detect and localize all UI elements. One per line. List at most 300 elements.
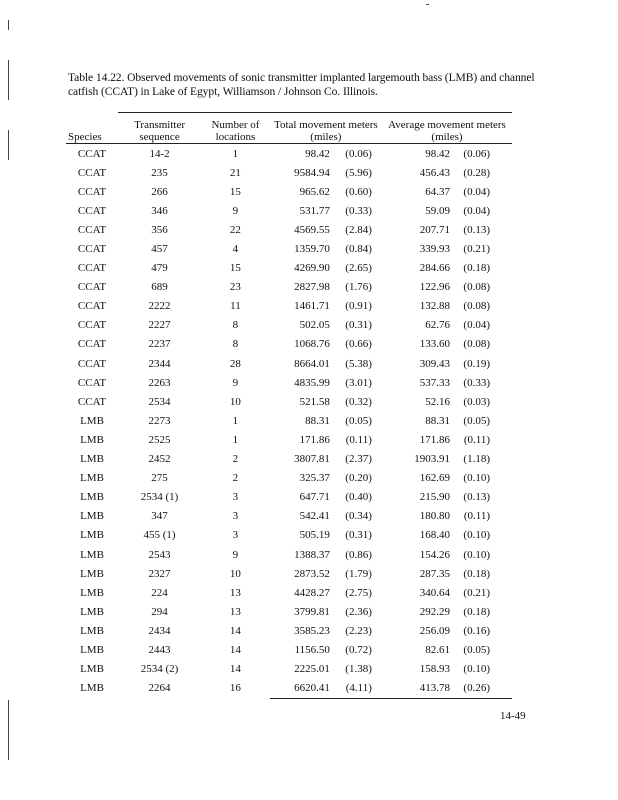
species-cell: LMB [80, 548, 104, 561]
transmitter-cell: 275 [151, 472, 168, 485]
total-meters: 88.31 [305, 414, 330, 427]
transmitter-cell: 2327 [148, 567, 171, 580]
table-row [66, 602, 512, 621]
species-cell: CCAT [77, 147, 107, 160]
locations-cell: 14 [229, 643, 241, 656]
total-movement-cell [270, 564, 382, 583]
total-meters: 3585.23 [294, 624, 330, 637]
average-movement-cell [382, 660, 512, 679]
average-meters: 413.78 [419, 682, 450, 695]
table-row [66, 679, 512, 699]
species-cell: LMB [80, 414, 104, 427]
locations-cell: 9 [232, 376, 239, 389]
average-miles: (0.05) [463, 643, 490, 656]
total-miles: (2.65) [345, 262, 372, 275]
total-miles: (0.84) [345, 243, 372, 256]
species-cell: LMB [80, 567, 104, 580]
species-cell: CCAT [77, 357, 107, 370]
table-row [66, 201, 512, 220]
average-meters: 82.61 [425, 643, 450, 656]
average-movement-cell [382, 602, 512, 621]
table-row [66, 430, 512, 449]
header-total-movement: Total movement meters (miles) [270, 113, 382, 144]
total-meters: 965.62 [299, 185, 330, 198]
species-cell: CCAT [77, 395, 107, 408]
average-meters: 287.35 [419, 567, 450, 580]
total-meters: 4428.27 [294, 586, 330, 599]
total-movement-cell [270, 239, 382, 258]
total-meters: 647.71 [299, 491, 330, 504]
total-meters: 531.77 [299, 204, 330, 217]
species-cell: LMB [80, 643, 104, 656]
average-movement-cell [382, 373, 512, 392]
table-row [66, 660, 512, 679]
table-caption: Table 14.22. Observed movements of sonic transmitter implanted largemouth bass (LMB) and channel catfish (CCAT) in Lake of Egypt, Williamson / Johnson Co. Illinois. [68, 71, 535, 98]
total-meters: 542.41 [299, 510, 330, 523]
transmitter-cell: 2264 [148, 682, 171, 695]
average-meters: 309.43 [419, 357, 450, 370]
total-miles: (0.11) [345, 433, 372, 446]
total-movement-cell [270, 679, 382, 699]
average-miles: (0.04) [463, 204, 490, 217]
locations-cell: 28 [229, 357, 241, 370]
total-movement-cell [270, 201, 382, 220]
total-movement-cell [270, 316, 382, 335]
total-movement-cell [270, 373, 382, 392]
scan-artifact [8, 20, 9, 30]
average-meters: 340.64 [419, 586, 450, 599]
average-miles: (0.05) [463, 414, 490, 427]
locations-cell: 1 [232, 433, 239, 446]
total-meters: 9584.94 [294, 166, 330, 179]
average-movement-cell [382, 469, 512, 488]
table-row [66, 239, 512, 258]
average-movement-cell [382, 430, 512, 449]
average-movement-cell [382, 354, 512, 373]
locations-cell: 15 [229, 185, 241, 198]
total-movement-cell [270, 507, 382, 526]
total-meters: 3799.81 [294, 605, 330, 618]
total-miles: (0.06) [345, 147, 372, 160]
species-cell: LMB [80, 624, 104, 637]
transmitter-cell: 2237 [148, 338, 171, 351]
average-miles: (1.18) [463, 453, 490, 466]
average-movement-cell [382, 163, 512, 182]
average-meters: 154.26 [419, 548, 450, 561]
average-movement-cell [382, 182, 512, 201]
transmitter-cell: 2534 (1) [140, 491, 179, 504]
locations-cell: 4 [232, 243, 239, 256]
total-miles: (2.75) [345, 586, 372, 599]
total-movement-cell [270, 411, 382, 430]
header-average-movement: Average movement meters (miles) [382, 113, 512, 144]
total-movement-cell [270, 469, 382, 488]
average-miles: (0.11) [463, 510, 490, 523]
locations-cell: 13 [229, 586, 241, 599]
average-miles: (0.16) [463, 624, 490, 637]
transmitter-cell: 346 [151, 204, 168, 217]
species-cell: LMB [80, 605, 104, 618]
transmitter-cell: 2534 (2) [140, 663, 179, 676]
average-miles: (0.08) [463, 338, 490, 351]
average-miles: (0.04) [463, 185, 490, 198]
locations-cell: 10 [229, 567, 241, 580]
average-movement-cell [382, 220, 512, 239]
locations-cell: 9 [232, 204, 239, 217]
average-miles: (0.08) [463, 281, 490, 294]
transmitter-cell: 2434 [148, 624, 171, 637]
total-meters: 2827.98 [294, 281, 330, 294]
locations-cell: 3 [232, 491, 239, 504]
transmitter-cell: 2263 [148, 376, 171, 389]
locations-cell: 2 [232, 453, 239, 466]
average-meters: 292.29 [419, 605, 450, 618]
species-cell: CCAT [77, 204, 107, 217]
total-miles: (2.84) [345, 223, 372, 236]
average-miles: (0.10) [463, 548, 490, 561]
locations-cell: 13 [229, 605, 241, 618]
table-row [66, 373, 512, 392]
transmitter-cell: 2273 [148, 414, 171, 427]
locations-cell: 23 [229, 281, 241, 294]
average-movement-cell [382, 564, 512, 583]
total-meters: 4835.99 [294, 376, 330, 389]
table-row [66, 259, 512, 278]
transmitter-cell: 2222 [148, 300, 171, 313]
total-movement-cell [270, 163, 382, 182]
average-meters: 162.69 [419, 472, 450, 485]
scan-artifact [8, 130, 9, 160]
average-movement-cell [382, 201, 512, 220]
total-movement-cell [270, 430, 382, 449]
total-miles: (2.23) [345, 624, 372, 637]
total-miles: (0.60) [345, 185, 372, 198]
locations-cell: 3 [232, 510, 239, 523]
total-meters: 171.86 [299, 433, 330, 446]
average-meters: 64.37 [425, 185, 450, 198]
transmitter-cell: 455 (1) [143, 529, 176, 542]
average-movement-cell [382, 411, 512, 430]
species-cell: CCAT [77, 376, 107, 389]
species-cell: LMB [80, 663, 104, 676]
total-miles: (0.86) [345, 548, 372, 561]
average-miles: (0.26) [463, 682, 490, 695]
total-meters: 3807.81 [294, 453, 330, 466]
average-meters: 207.71 [419, 223, 450, 236]
locations-cell: 21 [229, 166, 241, 179]
total-meters: 502.05 [299, 319, 330, 332]
species-cell: LMB [80, 529, 104, 542]
transmitter-cell: 2525 [148, 433, 171, 446]
average-movement-cell [382, 239, 512, 258]
total-meters: 8664.01 [294, 357, 330, 370]
average-meters: 1903.91 [414, 453, 450, 466]
total-miles: (1.79) [345, 567, 372, 580]
average-movement-cell [382, 526, 512, 545]
average-miles: (0.13) [463, 491, 490, 504]
total-movement-cell [270, 602, 382, 621]
table-row [66, 335, 512, 354]
average-meters: 122.96 [419, 281, 450, 294]
total-movement-cell [270, 354, 382, 373]
average-movement-cell [382, 259, 512, 278]
total-miles: (4.11) [345, 682, 372, 695]
table-row [66, 278, 512, 297]
total-meters: 2225.01 [294, 663, 330, 676]
total-miles: (0.33) [345, 204, 372, 217]
total-movement-cell [270, 220, 382, 239]
average-movement-cell [382, 583, 512, 602]
average-meters: 158.93 [419, 663, 450, 676]
average-movement-cell [382, 144, 512, 164]
transmitter-cell: 356 [151, 223, 168, 236]
average-miles: (0.08) [463, 300, 490, 313]
transmitter-cell: 2534 [148, 395, 171, 408]
locations-cell: 11 [230, 300, 241, 313]
total-miles: (0.91) [345, 300, 372, 313]
total-movement-cell [270, 488, 382, 507]
average-miles: (0.04) [463, 319, 490, 332]
movement-table [66, 112, 512, 699]
locations-cell: 1 [232, 147, 239, 160]
scan-artifact [426, 4, 429, 5]
locations-cell: 10 [229, 395, 241, 408]
average-miles: (0.18) [463, 567, 490, 580]
table-row [66, 640, 512, 659]
table-row [66, 469, 512, 488]
total-movement-cell [270, 335, 382, 354]
table-row [66, 621, 512, 640]
total-movement-cell [270, 144, 382, 164]
total-miles: (0.31) [345, 319, 372, 332]
total-meters: 1359.70 [294, 243, 330, 256]
total-miles: (3.01) [345, 376, 372, 389]
average-movement-cell [382, 507, 512, 526]
average-meters: 62.76 [425, 319, 450, 332]
table-row [66, 354, 512, 373]
transmitter-cell: 2227 [148, 319, 171, 332]
locations-cell: 14 [229, 624, 241, 637]
average-movement-cell [382, 679, 512, 699]
transmitter-cell: 14-2 [149, 147, 170, 160]
average-movement-cell [382, 545, 512, 564]
total-miles: (2.37) [345, 453, 372, 466]
total-meters: 1068.76 [294, 338, 330, 351]
species-cell: LMB [80, 433, 104, 446]
average-meters: 284.66 [419, 262, 450, 275]
table-row [66, 488, 512, 507]
total-movement-cell [270, 259, 382, 278]
average-movement-cell [382, 278, 512, 297]
table-row [66, 220, 512, 239]
total-miles: (1.38) [345, 663, 372, 676]
table-row [66, 392, 512, 411]
total-movement-cell [270, 392, 382, 411]
total-miles: (0.66) [345, 338, 372, 351]
transmitter-cell: 2452 [148, 453, 171, 466]
table-row [66, 316, 512, 335]
scan-artifact [8, 700, 9, 760]
locations-cell: 3 [232, 529, 239, 542]
total-miles: (0.31) [345, 529, 372, 542]
total-meters: 1461.71 [294, 300, 330, 313]
average-movement-cell [382, 488, 512, 507]
table-row [66, 507, 512, 526]
average-meters: 132.88 [419, 300, 450, 313]
total-meters: 4269.90 [294, 262, 330, 275]
total-movement-cell [270, 660, 382, 679]
total-meters: 98.42 [305, 147, 330, 160]
locations-cell: 15 [229, 262, 241, 275]
locations-cell: 9 [232, 548, 239, 561]
total-miles: (0.32) [345, 395, 372, 408]
total-miles: (5.96) [345, 166, 372, 179]
locations-cell: 16 [229, 682, 241, 695]
header-species: Species [66, 113, 118, 144]
locations-cell: 8 [232, 319, 239, 332]
average-miles: (0.18) [463, 605, 490, 618]
total-movement-cell [270, 278, 382, 297]
species-cell: LMB [80, 682, 104, 695]
transmitter-cell: 347 [151, 510, 168, 523]
total-movement-cell [270, 640, 382, 659]
average-meters: 98.42 [425, 147, 450, 160]
table-row [66, 163, 512, 182]
average-movement-cell [382, 392, 512, 411]
average-meters: 256.09 [419, 624, 450, 637]
average-miles: (0.10) [463, 472, 490, 485]
transmitter-cell: 235 [151, 166, 168, 179]
species-cell: CCAT [77, 319, 107, 332]
total-miles: (0.72) [345, 643, 372, 656]
average-miles: (0.21) [463, 243, 490, 256]
average-meters: 339.93 [419, 243, 450, 256]
average-miles: (0.03) [463, 395, 490, 408]
transmitter-cell: 689 [151, 281, 168, 294]
average-miles: (0.21) [463, 586, 490, 599]
total-movement-cell [270, 450, 382, 469]
table-row [66, 182, 512, 201]
locations-cell: 8 [232, 338, 239, 351]
average-miles: (0.28) [463, 166, 490, 179]
species-cell: LMB [80, 453, 104, 466]
species-cell: CCAT [77, 281, 107, 294]
average-movement-cell [382, 450, 512, 469]
average-movement-cell [382, 297, 512, 316]
total-miles: (2.36) [345, 605, 372, 618]
total-meters: 1156.50 [294, 643, 330, 656]
total-movement-cell [270, 526, 382, 545]
table-row [66, 545, 512, 564]
average-meters: 180.80 [419, 510, 450, 523]
average-meters: 171.86 [419, 433, 450, 446]
table-row [66, 526, 512, 545]
total-miles: (0.34) [345, 510, 372, 523]
average-meters: 52.16 [425, 395, 450, 408]
average-miles: (0.06) [463, 147, 490, 160]
species-cell: CCAT [77, 300, 107, 313]
average-meters: 215.90 [419, 491, 450, 504]
species-cell: CCAT [77, 185, 107, 198]
table-row [66, 144, 512, 164]
average-miles: (0.33) [463, 376, 490, 389]
transmitter-cell: 479 [151, 262, 168, 275]
total-movement-cell [270, 583, 382, 602]
average-meters: 59.09 [425, 204, 450, 217]
total-meters: 6620.41 [294, 682, 330, 695]
average-miles: (0.11) [463, 433, 490, 446]
average-miles: (0.18) [463, 262, 490, 275]
average-miles: (0.10) [463, 663, 490, 676]
scan-artifact [8, 60, 9, 100]
average-movement-cell [382, 335, 512, 354]
total-miles: (0.40) [345, 491, 372, 504]
transmitter-cell: 2543 [148, 548, 171, 561]
table-row [66, 583, 512, 602]
average-meters: 168.40 [419, 529, 450, 542]
total-movement-cell [270, 545, 382, 564]
species-cell: CCAT [77, 262, 107, 275]
species-cell: LMB [80, 510, 104, 523]
average-miles: (0.13) [463, 223, 490, 236]
table-row [66, 450, 512, 469]
average-movement-cell [382, 621, 512, 640]
total-meters: 4569.55 [294, 223, 330, 236]
header-transmitter: Transmitter sequence [118, 113, 201, 144]
table-body [66, 144, 512, 699]
locations-cell: 14 [229, 663, 241, 676]
species-cell: LMB [80, 491, 104, 504]
average-movement-cell [382, 640, 512, 659]
locations-cell: 22 [229, 223, 241, 236]
total-meters: 521.58 [299, 395, 330, 408]
total-miles: (1.76) [345, 281, 372, 294]
species-cell: CCAT [77, 243, 107, 256]
transmitter-cell: 266 [151, 185, 168, 198]
total-miles: (0.05) [345, 414, 372, 427]
species-cell: CCAT [77, 223, 107, 236]
page-number: 14-49 [500, 710, 526, 722]
total-meters: 2873.52 [294, 567, 330, 580]
average-movement-cell [382, 316, 512, 335]
transmitter-cell: 2344 [148, 357, 171, 370]
total-movement-cell [270, 182, 382, 201]
total-miles: (0.20) [345, 472, 372, 485]
table-row [66, 564, 512, 583]
total-meters: 325.37 [299, 472, 330, 485]
average-miles: (0.10) [463, 529, 490, 542]
transmitter-cell: 2443 [148, 643, 171, 656]
average-meters: 537.33 [419, 376, 450, 389]
species-cell: LMB [80, 472, 104, 485]
total-meters: 1388.37 [294, 548, 330, 561]
average-meters: 88.31 [425, 414, 450, 427]
total-meters: 505.19 [299, 529, 330, 542]
table-row [66, 297, 512, 316]
species-cell: CCAT [77, 166, 107, 179]
transmitter-cell: 294 [151, 605, 168, 618]
locations-cell: 2 [232, 472, 239, 485]
average-meters: 133.60 [419, 338, 450, 351]
average-meters: 456.43 [419, 166, 450, 179]
total-movement-cell [270, 297, 382, 316]
header-locations: Number of locations [201, 113, 270, 144]
average-miles: (0.19) [463, 357, 490, 370]
table-row [66, 411, 512, 430]
species-cell: CCAT [77, 338, 107, 351]
total-movement-cell [270, 621, 382, 640]
locations-cell: 1 [232, 414, 239, 427]
